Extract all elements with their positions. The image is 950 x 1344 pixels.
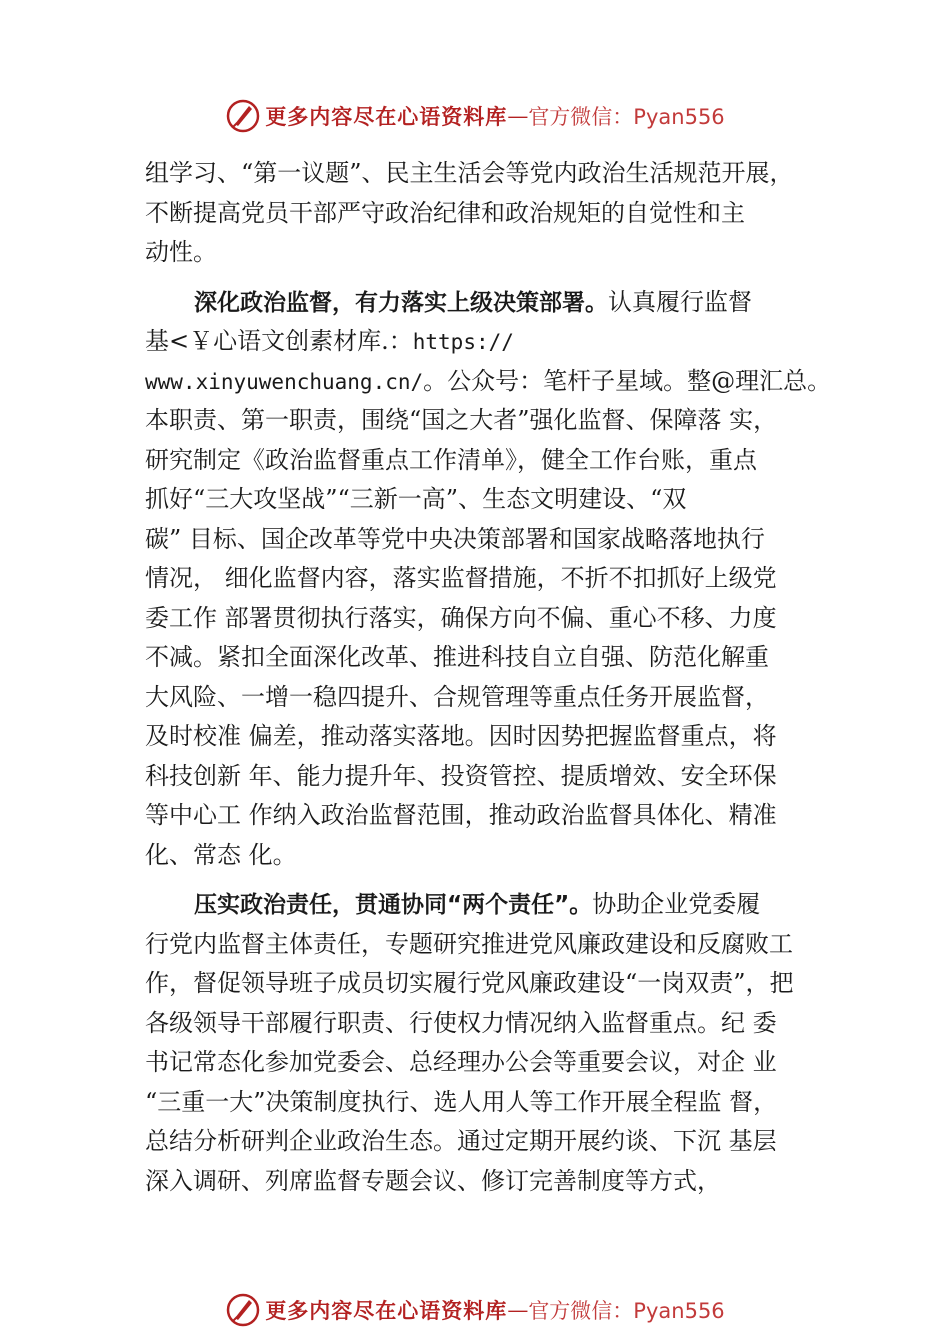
text-line [145,885,845,925]
text-run: 基<￥心语文创素材库.： [145,327,413,355]
banner-brand-text: 更多内容尽在心语资料库 [265,104,508,129]
section-heading: 压实政治责任，贯通协同“两个责任”。 [194,892,593,918]
document-body [145,154,845,1201]
text-line: 本职责、第一职责，围绕“国之大者”强化监督、保障落 实， [145,406,778,434]
text-line: 行党内监督主体责任，专题研究推进党风廉政建设和反腐败工 [145,929,793,958]
text-line: 研究制定《政治监督重点工作清单》，健全工作台账，重点 [145,445,757,474]
banner-brand-text: 更多内容尽在心语资料库 [265,1298,508,1323]
banner-contact-text: 官方微信：Pyan556 [528,105,725,129]
text-line: 委工作 部署贯彻执行落实，确保方向不偏、重心不移、力度 [145,603,777,632]
header-watermark-banner [0,94,950,138]
banner-dash: — [507,1298,529,1322]
quill-logo-icon [225,98,261,134]
banner-contact-text: 官方微信：Pyan556 [528,1299,725,1323]
text-line: 化、常态 化。 [145,840,297,869]
text-line: 科技创新 年、能力提升年、投资管控、提质增效、安全环保 [145,761,777,790]
text-line: 各级领导干部履行职责、行使权力情况纳入监督重点。纪 委 [145,1008,777,1037]
section-heading: 深化政治监督，有力落实上级决策部署。 [194,289,608,316]
text-line: 等中心工 作纳入政治监督范围，推动政治监督具体化、精准 [145,801,777,829]
banner-dash: — [507,104,529,128]
footer-watermark-banner [0,1288,950,1332]
paragraph-1 [145,154,845,273]
text-line: “三重一大”决策制度执行、选人用人等工作开展全程监 督， [145,1087,778,1116]
text-line: 不断提高党员干部严守政治纪律和政治规矩的自觉性和主 [145,198,745,227]
paragraph-3 [145,885,845,1201]
text-line [145,322,845,362]
paragraph-2 [145,283,845,876]
text-line: 作，督促领导班子成员切实履行党风廉政建设“一岗双责”，把 [145,969,794,997]
quill-logo-icon [225,1292,261,1328]
text-line: 书记常态化参加党委会、总经理办公会等重要会议，对企 业 [145,1048,777,1076]
text-run: 协助企业党委履 [592,890,761,918]
text-run: 认真履行监督 [608,287,752,316]
text-line [145,362,845,402]
text-line: 及时校准 偏差，推动落实落地。因时因势把握监督重点，将 [145,722,777,750]
text-line: 碳” 目标、国企改革等党中央决策部署和国家战略落地执行 [145,524,765,553]
text-line [145,283,845,323]
text-line: 大风险、一增一稳四提升、合规管理等重点任务开展监督， [145,682,769,711]
text-line: 动性。 [145,238,217,266]
text-line: 深入调研、列席监督专题会议、修订完善制度等方式， [145,1166,721,1195]
text-line: 组学习、“第一议题”、民主生活会等党内政治生活规范开展， [145,159,794,187]
url-text: www.xinyuwenchuang.cn/ [145,369,424,394]
text-line: 不减。紧扣全面深化改革、推进科技自立自强、防范化解重 [145,643,769,671]
text-line: 抓好“三大攻坚战”“三新一高”、生态文明建设、“双 [145,485,687,513]
url-text: https:// [412,330,514,354]
text-run: 。公众号：笔杆子星域。整@理汇总。 [423,366,832,395]
text-line: 情况， 细化监督内容，落实监督措施，不折不扣抓好上级党 [145,564,777,592]
text-line: 总结分析研判企业政治生态。通过定期开展约谈、下沉 基层 [145,1127,777,1155]
